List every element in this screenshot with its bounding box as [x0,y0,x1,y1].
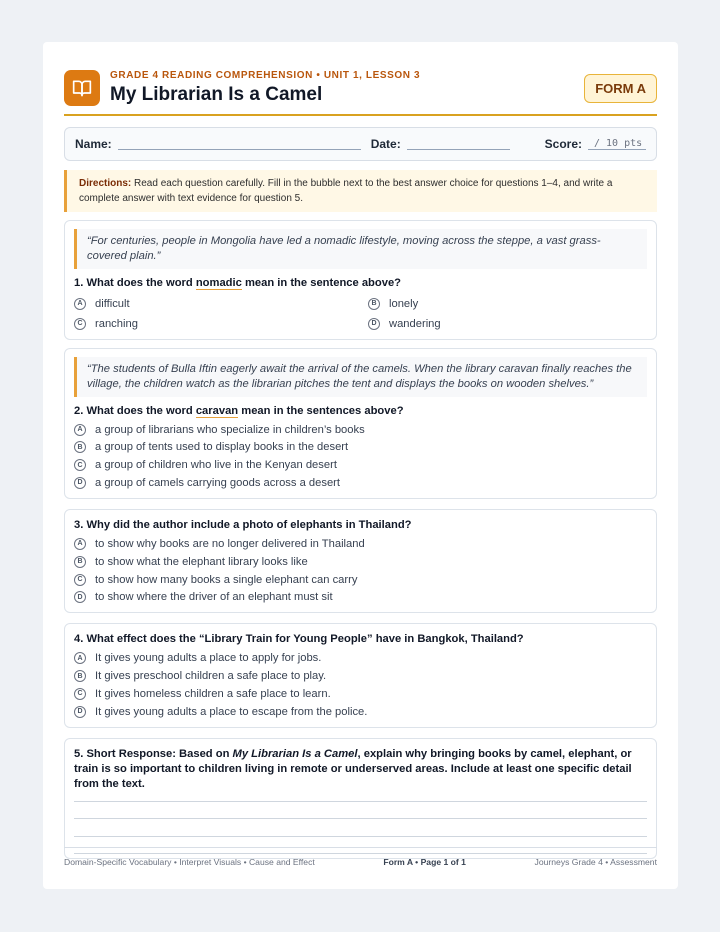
answer-option[interactable]: C ranching [74,316,368,332]
name-label: Name: [75,137,112,151]
question-3-text: 3. Why did the author include a photo of elephants in Thailand? [74,518,412,531]
score-field[interactable]: / 10 pts [588,138,646,150]
directions-box [64,170,657,212]
answer-option[interactable]: D a group of camels carrying goods across a desert [74,475,647,491]
answer-option[interactable]: A to show why books are no longer delivered in Thailand [74,536,647,552]
response-line[interactable] [74,819,647,837]
answer-option[interactable]: C It gives homeless children a safe place to learn. [74,686,647,702]
name-field[interactable] [118,138,361,150]
passage-quote: “The students of Bulla Iftin eagerly await the arrival of the camels. When the library caravan finally reaches the village, the children watch as the librarian pitches the tent and displays the books on wooden shelves.” [74,357,647,397]
answer-option[interactable]: D wandering [368,316,647,332]
book-title: My Librarian Is a Camel [232,747,358,760]
question-5-card [64,738,657,860]
vocab-word: caravan [195,404,239,417]
question-2-card [64,348,657,499]
footer [64,847,657,867]
question-5-text: 5. Short Response: Based on My Librarian Is a Camel, explain why bringing books by camel, elephant, or train is so important to children living in remote or underserved areas. Include at least one specific detail from the text. [74,747,632,790]
score-label: Score: [544,137,582,151]
question-3-card [64,509,657,613]
answer-bubble[interactable]: A [74,652,86,664]
answer-option[interactable]: A difficult [74,296,368,312]
answer-option[interactable]: A It gives young adults a place to apply for jobs. [74,650,647,666]
question-4-card [64,623,657,727]
directions-text: Read each question carefully. Fill in the bubble next to the best answer choice for questions 1–4, and write a complete answer with text evidence for question 5. [79,178,613,204]
vocab-word: nomadic [195,277,242,289]
answer-bubble[interactable]: B [74,670,86,682]
footer-page-number: Form A • Page 1 of 1 [383,857,466,867]
response-line[interactable] [74,802,647,820]
question-1-text: 1. What does the word nomadic mean in the sentence above? [74,277,402,289]
passage-quote: “For centuries, people in Mongolia have led a nomadic lifestyle, moving across the steppe, a vast grass-covered plain.” [74,229,647,269]
open-book-icon [64,70,100,106]
worksheet [43,42,678,889]
answer-bubble[interactable]: A [74,538,86,550]
header-divider [64,114,657,116]
answer-option[interactable]: D It gives young adults a place to escape from the police. [74,704,647,720]
footer-skills: Domain-Specific Vocabulary • Interpret Visuals • Cause and Effect [64,857,315,867]
name-date-score-bar [64,127,657,161]
answer-option[interactable]: D to show where the driver of an elephant must sit [74,589,647,605]
question-1-card [64,220,657,340]
answer-option[interactable]: B It gives preschool children a safe place to play. [74,668,647,684]
answer-bubble[interactable]: B [368,298,380,310]
answer-bubble[interactable]: C [74,459,86,471]
form-badge: FORM A [584,74,657,103]
course-kicker: GRADE 4 READING COMPREHENSION • UNIT 1, LESSON 3 [110,70,421,81]
answer-bubble[interactable]: D [74,706,86,718]
answer-bubble[interactable]: D [74,477,86,489]
date-field[interactable] [407,138,510,150]
question-4-text: 4. What effect does the “Library Train for Young People” have in Bangkok, Thailand? [74,633,524,646]
answer-bubble[interactable]: B [74,441,86,453]
header [64,64,657,112]
answer-option[interactable]: B to show what the elephant library looks like [74,554,647,570]
answer-bubble[interactable]: A [74,298,86,310]
date-label: Date: [370,137,401,151]
answer-option[interactable]: A a group of librarians who specialize in children’s books [74,422,647,438]
answer-bubble[interactable]: D [74,591,86,603]
directions-lead: Directions: [79,178,132,189]
question-2-text: 2. What does the word caravan mean in the sentences above? [74,404,404,417]
answer-option[interactable]: B a group of tents used to display books in the desert [74,439,647,455]
page-title: My Librarian Is a Camel [110,84,323,105]
answer-bubble[interactable]: D [368,318,380,330]
answer-bubble[interactable]: C [74,574,86,586]
footer-series: Journeys Grade 4 • Assessment [534,857,657,867]
answer-option[interactable]: C to show how many books a single elephant can carry [74,572,647,588]
answer-bubble[interactable]: C [74,688,86,700]
answer-bubble[interactable]: B [74,556,86,568]
answer-bubble[interactable]: A [74,424,86,436]
answer-option[interactable]: B lonely [368,296,647,312]
answer-bubble[interactable]: C [74,318,86,330]
answer-option[interactable]: C a group of children who live in the Kenyan desert [74,457,647,473]
